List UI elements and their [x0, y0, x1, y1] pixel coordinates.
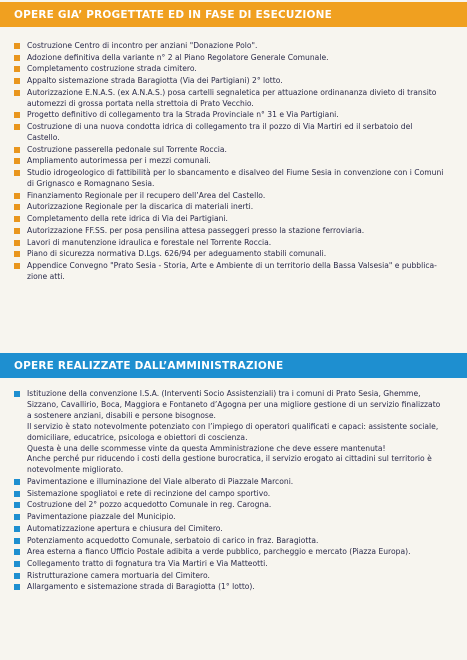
square-bullet-icon	[14, 158, 20, 164]
square-bullet-icon	[14, 240, 20, 246]
list-item: Adozione definitiva della variante n° 2 al Piano Regolatore Generale Comunale.	[14, 53, 455, 64]
square-bullet-icon	[14, 514, 20, 520]
list-item: Autorizzazione Regionale per la discarica di materiali inerti.	[14, 202, 455, 213]
square-bullet-icon	[14, 502, 20, 508]
list-item: Costruzione passerella pedonale sul Torrente Roccia.	[14, 145, 455, 156]
square-bullet-icon	[14, 251, 20, 257]
list-item: Pavimentazione e illuminazione del Viale alberato di Piazzale Marconi.	[14, 477, 455, 488]
list-item: Area esterna a fianco Ufficio Postale adibita a verde pubblico, parcheggio e mercato (Piazza Europa).	[14, 547, 455, 558]
square-bullet-icon	[14, 216, 20, 222]
list-item: Ampliamento autorimessa per i mezzi comunali.	[14, 156, 455, 167]
square-bullet-icon	[14, 538, 20, 544]
square-bullet-icon	[14, 90, 20, 96]
square-bullet-icon	[14, 124, 20, 130]
list-item: Pavimentazione piazzale del Municipio.	[14, 512, 455, 523]
square-bullet-icon	[14, 561, 20, 567]
list-item: Sistemazione spogliatoi e rete di recinzione del campo sportivo.	[14, 489, 455, 500]
square-bullet-icon	[14, 55, 20, 61]
square-bullet-icon	[14, 147, 20, 153]
square-bullet-icon	[14, 112, 20, 118]
square-bullet-icon	[14, 491, 20, 497]
list-item: Appendice Convegno "Prato Sesia - Storia, Arte e Ambiente di un territorio della Bassa Valsesia" e pubblica- zione atti.	[14, 261, 455, 283]
list-item: Istituzione della convenzione I.S.A. (Interventi Socio Assistenziali) tra i comuni di Prato Sesia, Ghemme, Sizzano, Cavallirio, Boca, Maggiora e Fontaneto d’Agogna per una migliore gestione di un servizio finalizzato a sostenere anziani, disabili e persone bisognose. Il servizio è stato notevolmente potenziato con l’impiego di operatori qualificati e capaci: assistente sociale, domiciliare, educatrice, psicologa e obiettori di coscienza. Questa è una delle scommesse vinte da questa Amministrazione che deve essere mantenuta! Anche perché pur riducendo i costi della gestione burocratica, il servizio erogato ai cittadini sul territorio è notevolmente migliorato.	[14, 389, 455, 476]
list-item: Completamento della rete idrica di Via dei Partigiani.	[14, 214, 455, 225]
square-bullet-icon	[14, 193, 20, 199]
square-bullet-icon	[14, 584, 20, 590]
list-item: Automatizzazione apertura e chiusura del Cimitero.	[14, 524, 455, 535]
section1-list	[14, 41, 455, 284]
list-item: Autorizzazione E.N.A.S. (ex A.N.A.S.) posa cartelli segnaletica per attuazione ordinananza divieto di transito automezzi di grossa portata nella strettoia di Prato Vecchio.	[14, 88, 455, 110]
list-item: Collegamento tratto di fognatura tra Via Martiri e Via Matteotti.	[14, 559, 455, 570]
section2-list	[14, 389, 455, 594]
list-item: Lavori di manutenzione idraulica e forestale nel Torrente Roccia.	[14, 238, 455, 249]
list-item: Studio idrogeologico di fattibilità per lo sbancamento e disalveo del Fiume Sesia in convenzione con i Comuni di Grignasco e Romagnano Sesia.	[14, 168, 455, 190]
list-item: Completamento costruzione strada cimitero.	[14, 64, 455, 75]
list-item: Ristrutturazione camera mortuaria del Cimitero.	[14, 571, 455, 582]
list-item: Costruzione del 2° pozzo acquedotto Comunale in reg. Carogna.	[14, 500, 455, 511]
square-bullet-icon	[14, 526, 20, 532]
list-item: Appalto sistemazione strada Baragiotta (Via dei Partigiani) 2° lotto.	[14, 76, 455, 87]
list-item: Costruzione di una nuova condotta idrica di collegamento tra il pozzo di Via Martiri ed il serbatoio del Castello.	[14, 122, 455, 144]
square-bullet-icon	[14, 78, 20, 84]
list-item: Piano di sicurezza normativa D.Lgs. 626/94 per adeguamento stabili comunali.	[14, 249, 455, 260]
list-item: Potenziamento acquedotto Comunale, serbatoio di carico in fraz. Baragiotta.	[14, 536, 455, 547]
square-bullet-icon	[14, 549, 20, 555]
list-item: Autorizzazione FF.SS. per posa pensilina attesa passeggeri presso la stazione ferroviaria.	[14, 226, 455, 237]
section1-header: OPERE GIA’ PROGETTATE ED IN FASE DI ESECUZIONE	[0, 2, 467, 27]
list-item: Finanziamento Regionale per il recupero dell’Area del Castello.	[14, 191, 455, 202]
list-item: Allargamento e sistemazione strada di Baragiotta (1° lotto).	[14, 582, 455, 593]
square-bullet-icon	[14, 391, 20, 397]
square-bullet-icon	[14, 479, 20, 485]
list-item: Costruzione Centro di incontro per anziani "Donazione Polo".	[14, 41, 455, 52]
square-bullet-icon	[14, 263, 20, 269]
square-bullet-icon	[14, 170, 20, 176]
square-bullet-icon	[14, 573, 20, 579]
list-item: Progetto definitivo di collegamento tra la Strada Provinciale n° 31 e Via Partigiani.	[14, 110, 455, 121]
section2-header: OPERE REALIZZATE DALL’AMMINISTRAZIONE	[0, 353, 467, 378]
square-bullet-icon	[14, 204, 20, 210]
square-bullet-icon	[14, 66, 20, 72]
square-bullet-icon	[14, 43, 20, 49]
square-bullet-icon	[14, 228, 20, 234]
